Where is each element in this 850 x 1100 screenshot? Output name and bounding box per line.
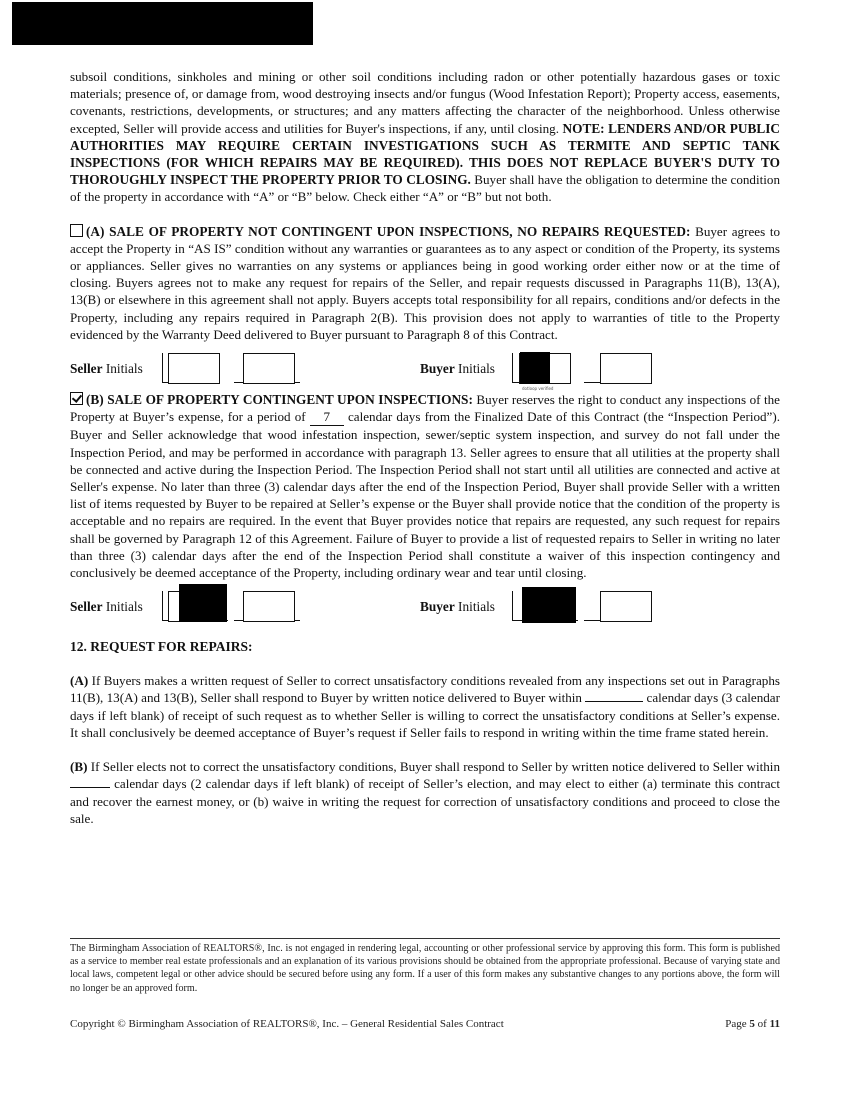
section-12b-pre: If Seller elects not to correct the unsatisfactory conditions, Buyer shall respond to Seller by written notice delivered to Seller within <box>90 759 780 775</box>
buyer-initials-box-3[interactable] <box>522 587 576 623</box>
buyer-initials-box-4[interactable] <box>600 591 652 622</box>
section-12a-post: calendar days (3 calendar days if left blank) of receipt of such request as to whether Seller is willing to correct the unsatisfactory conditions at Seller’s expense. It shall conclusively be deemed acceptance of Buyer’s request if Seller fails to respond in writing within the time frame stated herein. <box>70 690 780 740</box>
buyer-initials-label: Buyer Initials <box>420 361 495 377</box>
option-b-body-pre: Buyer reserves the right to conduct any inspections of the Property at Buyer’s expense, for a period of <box>70 392 780 425</box>
intro-paragraph <box>70 68 780 206</box>
section-12a-label: (A) <box>70 673 89 689</box>
seller-initials-box-3[interactable] <box>168 591 220 622</box>
section-12a-paragraph <box>70 672 780 741</box>
seller-initials-label-2: Seller Initials <box>70 599 143 615</box>
initials-row-b <box>70 591 780 625</box>
option-a-body: Buyer agrees to accept the Property in “AS IS” condition without any warranties or guarantees as to any aspect or condition of the Property, its systems or appliances. Seller gives no warranties on any systems or appliances being in good working order either now or at the time of closing. Buyers agrees not to make any request for repairs of the Seller, and repair requests discussed in Paragraphs 11(B), 13(A), 13(B) or elsewhere in this agreement shall not apply. Buyers accepts total responsibility for all repairs, conditions and/or defects in the Property, including any repairs required in Paragraph 2(B). This provision does not apply to warranties of title to the Property evidenced by the Warranty Deed delivered to Buyer pursuant to Paragraph 8 of this Contract. <box>70 223 781 342</box>
buyer-initials-box-2[interactable] <box>600 353 652 384</box>
initials-row-a <box>70 353 780 392</box>
option-a-checkbox[interactable] <box>70 224 83 237</box>
buyer-response-days-field[interactable] <box>70 787 110 788</box>
buyer-initials-label-2: Buyer Initials <box>420 599 495 615</box>
section-12b-paragraph <box>70 758 780 827</box>
copyright-text: Copyright © Birmingham Association of REALTORS®, Inc. – General Residential Sales Contract <box>70 1018 504 1030</box>
page-number: Page 5 of 11 <box>725 1018 780 1030</box>
document-body <box>70 68 780 827</box>
option-a-heading: (A) SALE OF PROPERTY NOT CONTINGENT UPON INSPECTIONS, NO REPAIRS REQUESTED: <box>86 223 691 239</box>
inspection-days-field[interactable]: 7 <box>310 408 344 426</box>
dotloop-stamp: dotloop verified <box>522 386 554 392</box>
seller-initials-box-2[interactable] <box>243 353 295 384</box>
option-b-heading: (B) SALE OF PROPERTY CONTINGENT UPON INSPECTIONS: <box>86 392 473 408</box>
buyer-initials-box-1[interactable] <box>519 353 571 384</box>
lender-note: NOTE: LENDERS AND/OR PUBLIC AUTHORITIES MAY REQUIRE CERTAIN INVESTIGATIONS SUCH AS TERMITE AND SEPTIC TANK INSPECTIONS (FOR WHICH REPAIRS MAY BE REQUIRED). THIS DOES NOT REPLACE BUYER'S DUTY TO THOROUGHLY INSPECT THE PROPERTY PRIOR TO CLOSING. <box>70 120 780 188</box>
option-b-body-post: calendar days from the Finalized Date of this Contract (the “Inspection Period”). Buyer and Seller acknowledge that wood infestation inspection, sewer/septic system inspection, and survey do not fall under the Inspection Period, and may be performed in accordance with paragraph 13. Seller agrees to ensure that all utilities at the property shall be connected and active during the Inspection Period. The Inspection Period shall not start until all utilities are connected and active at Seller's expense. No later than three (3) calendar days after the end of the Inspection Period, Buyer shall provide Seller with a written list of items requested by Buyer to be repaired at Seller’s expense or the Buyer shall provide notice that the condition of the property is acceptable and no repairs are required. In the event that Buyer provides notice that repairs are requested, any such request for repairs shall be governed by Paragraph 12 of this Agreement. Failure of Buyer to provide a list of requested repairs to Seller in writing no later than three (3) calendar days after the end of the Inspection Period shall constitute a waiver of this inspection contingency and conclusively be deemed acceptance of the Property, including ordinary wear and tear until closing. <box>70 409 781 581</box>
seller-response-days-field[interactable] <box>585 701 643 702</box>
section-12b-label: (B) <box>70 759 88 775</box>
footer-disclaimer: The Birmingham Association of REALTORS®, Inc. is not engaged in rendering legal, accounting or other professional service by approving this form. This form is published as a service to member real estate professionals and an explanation of its various provisions should be obtained from the appropriate professional. Because of varying state and local laws, competent legal or other advice should be secured before using any form. If a user of this form makes any substantive changes to any portions above, the form will no longer be an approved form. <box>70 943 780 994</box>
option-b-paragraph <box>70 391 780 581</box>
option-b-checkbox[interactable] <box>70 392 83 405</box>
section-12a-pre: If Buyers makes a written request of Seller to correct unsatisfactory conditions revealed from any inspections set out in Paragraphs 11(B), 13(A) and 13(B), Seller shall respond to Buyer by written notice delivered to Buyer within <box>70 673 780 706</box>
footer-divider <box>70 938 780 939</box>
option-a-paragraph <box>70 223 780 343</box>
intro-text: subsoil conditions, sinkholes and mining or other soil conditions including radon or other potentially hazardous gases or toxic materials; presence of, or damage from, wood destroying insects and/or fungus (Wood Infestation Report); Property access, easements, covenants, restrictions, developments, or structures; and any matters affecting the character of the neighborhood. Unless otherwise excepted, Seller will provide access and utilities for Buyer's inspections, if any, until closing. <box>70 69 780 136</box>
redaction-bar <box>12 2 313 45</box>
footer-copyright-row <box>70 1018 780 1030</box>
seller-initials-box-1[interactable] <box>168 353 220 384</box>
section-12-title: 12. REQUEST FOR REPAIRS: <box>70 639 253 655</box>
seller-initials-label: Seller Initials <box>70 361 143 377</box>
intro-text-2: Buyer shall have the obligation to determine the condition of the property in accordance with “A” or “B” below. Check either “A” or “B” but not both. <box>70 172 780 205</box>
section-12b-post: calendar days (2 calendar days if left blank) of receipt of Seller’s election, and may elect to either (a) terminate this contract and recover the earnest money, or (b) waive in writing the request for correction of unsatisfactory conditions and proceed to close the sale. <box>70 776 780 826</box>
seller-initials-box-4[interactable] <box>243 591 295 622</box>
